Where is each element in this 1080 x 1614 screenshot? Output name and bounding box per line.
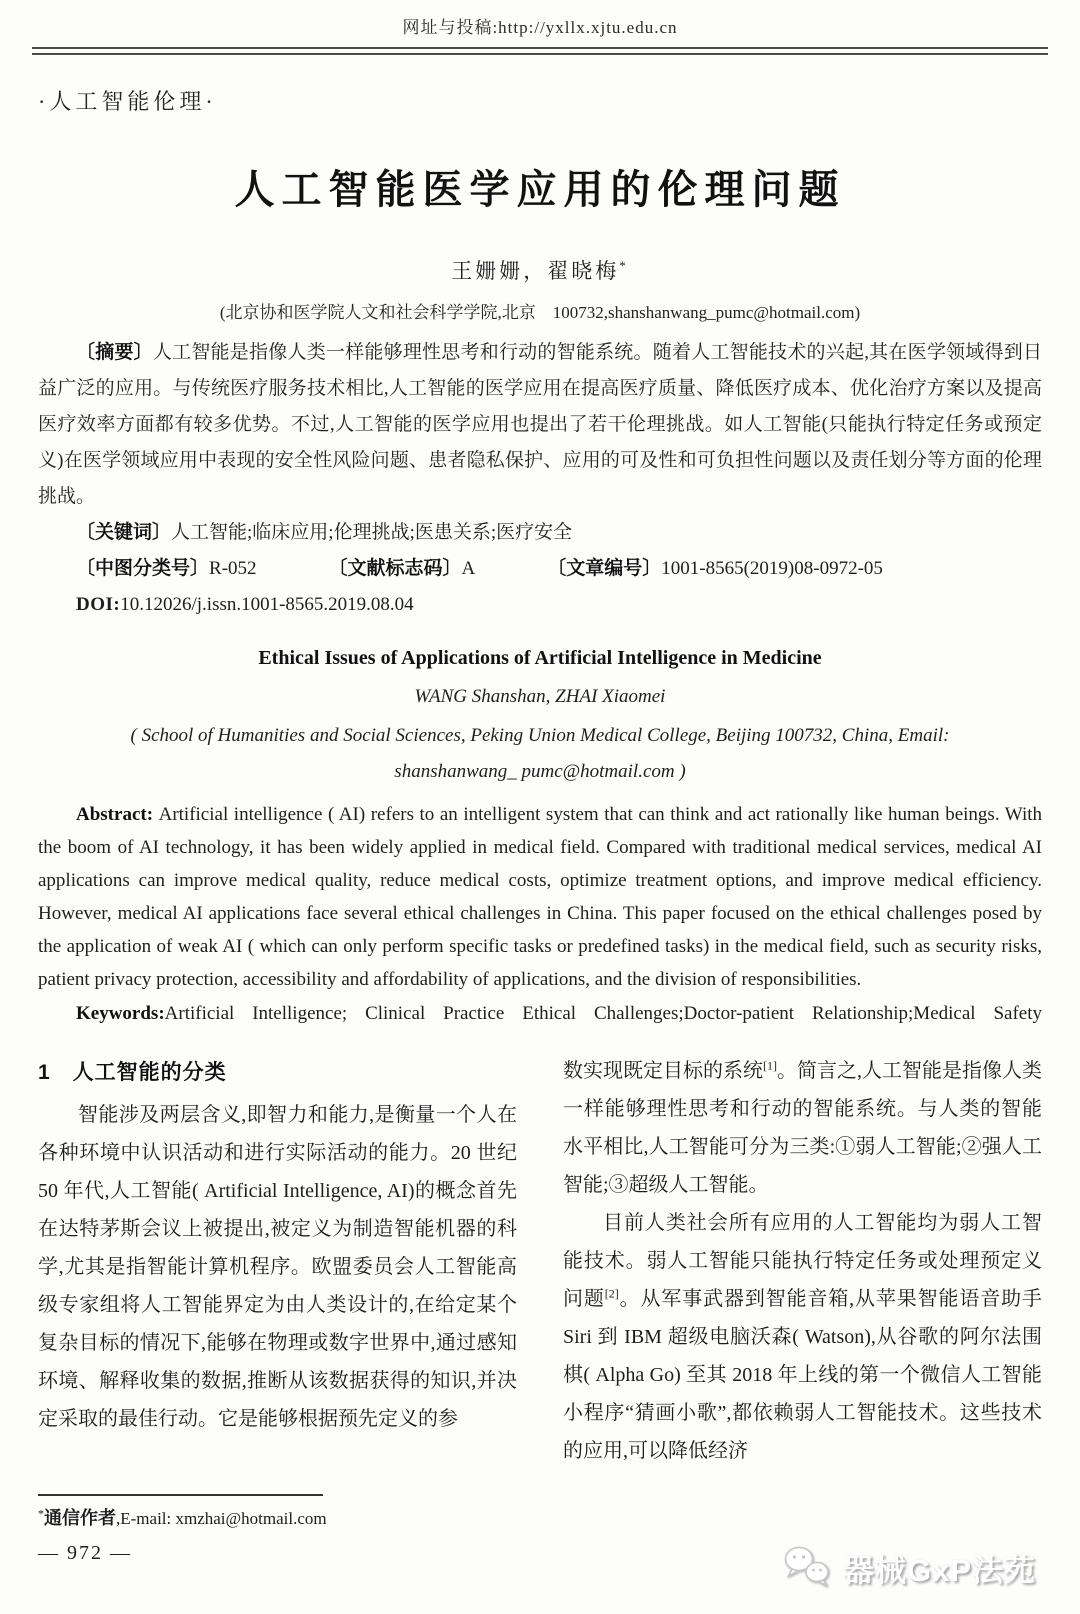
abstract-label-en: Abstract: [76,804,154,825]
article-title-en: Ethical Issues of Applications of Artificial Intelligence in Medicine [258,647,822,669]
classification-line [38,551,1042,587]
affiliation-en [38,718,1042,790]
keywords-en [38,998,1042,1030]
footnote-divider [38,1494,323,1496]
keywords-text-en: Artificial Intelligence; Clinical Practice Ethical Challenges;Doctor-patient Relationship;Medical Safety [164,1003,1042,1024]
reference-2-marker: [2] [604,1286,619,1301]
corresponding-author-mark: * [619,258,629,273]
watermark-text: 器械GxP法苑 [842,1552,1036,1588]
affiliation-cn: (北京协和医学院人文和社会科学学院,北京 100732,shanshanwang_pumc@hotmail.com) [219,303,861,322]
footnote-label: 通信作者 [44,1508,116,1528]
header-divider [32,47,1048,55]
footnote-email: ,E-mail: xmzhai@hotmail.com [116,1509,327,1528]
authors-cn [38,255,1042,285]
doi-label: DOI: [76,594,121,615]
right-paragraph-2: 目前人类社会所有应用的人工智能均为弱人工智能技术。弱人工智能只能执行特定任务或处理预定义问题[2]。从军事武器到智能音箱,从苹果智能语音助手 Siri 到 IBM 超级电脑沃森( Watson),从谷歌的阿尔法围棋( Alpha Go) 至其 2018 年上线的第一个微信人工智能小程序“猜画小歌”,都依赖弱人工智能技术。这些技术的应用,可以降低经济 [563,1212,1043,1462]
abstract-en [38,798,1042,996]
author-names: 王姗姗，翟晓梅 [451,259,620,283]
document-code: 〔文献标志码〕A [328,558,476,579]
right-column [563,1052,1042,1470]
keywords-text-cn: 人工智能;临床应用;伦理挑战;医患关系;医疗安全 [171,522,573,543]
wechat-icon [781,1544,835,1590]
clc-number: 〔中图分类号〕R-052 [76,558,257,579]
abstract-label-cn: 〔摘要〕 [76,342,153,363]
authors-en: WANG Shanshan, ZHAI Xiaomei [414,686,666,707]
keywords-label-en: Keywords: [76,1003,165,1024]
abstract-text-cn: 人工智能是指像人类一样能够理性思考和行动的智能系统。随着人工智能技术的兴起,其在医学领域得到日益广泛的应用。与传统医疗服务技术相比,人工智能的医学应用在提高医疗质量、降低医疗成本、优化治疗方案以及提高医疗效率方面都有较多优势。不过,人工智能的医学应用也提出了若干伦理挑战。如人工智能(只能执行特定任务或预定义)在医学领域应用中表现的安全性风险问题、患者隐私保护、应用的可及性和可负担性问题以及责任划分等方面的伦理挑战。 [38,342,1042,507]
affiliation-en-line2: shanshanwang_ pumc@hotmail.com ) [394,761,686,782]
journal-url: 网址与投稿:http://yxllx.xjtu.edu.cn [402,18,678,37]
page-number: — 972 — [38,1542,132,1564]
column-tag: ·人工智能伦理· [38,89,217,114]
two-column-body [38,1052,1042,1470]
keywords-cn [38,515,1042,551]
abstract-cn [38,335,1042,515]
watermark [781,1544,1036,1590]
right-paragraph-1: 数实现既定目标的系统[1]。简言之,人工智能是指像人类一样能够理性思考和行动的智能系统。与人类的智能水平相比,人工智能可分为三类:①弱人工智能;②强人工智能;③超级人工智能。 [563,1058,1042,1196]
doi-line [38,587,1042,623]
keywords-label-cn: 〔关键词〕 [76,522,172,543]
section-1-paragraph: 智能涉及两层含义,即智力和能力,是衡量一个人在各种环境中认识活动和进行实际活动的能力。20 世纪 50 年代,人工智能( Artificial Intelligence, AI)的概念首先在达特茅斯会议上被提出,被定义为制造智能机器的科学,尤其是指智能计算机程序。欧盟委员会人工智能高级专家组将人工智能界定为由人类设计的,在给定某个复杂目标的情况下,能够在物理或数字世界中,通过感知环境、解释收集的数据,推断从该数据获得的知识,并决定采取的最佳行动。它是能够根据预先定义的参 [38,1104,517,1430]
left-column [38,1052,517,1470]
section-1-heading: 1 人工智能的分类 [38,1061,227,1084]
doi-value: 10.12026/j.issn.1001-8565.2019.08.04 [120,594,414,615]
abstract-text-en: Artificial intelligence ( AI) refers to an intelligent system that can think and act rationally like human beings. With the boom of AI technology, it has been widely applied in medical field. Compared with traditional medical services, medical AI applications can improve medical quality, reduce medical costs, optimize treatment options, and improve medical efficiency. However, medical AI applications face several ethical challenges in China. This paper focused on the ethical challenges posed by the application of weak AI ( which can only perform specific tasks or predefined tasks) in the medical field, such as security risks, patient privacy protection, accessibility and affordability of applications, and the division of responsibilities. [38,804,1043,990]
affiliation-en-line1: ( School of Humanities and Social Sciences, Peking Union Medical College, Beijing 100732, China, Email: [130,725,950,746]
corresponding-author-footnote [38,1504,1042,1530]
reference-1-marker: [1] [763,1058,777,1073]
footnote-asterisk: * [38,1506,44,1521]
article-title-cn: 人工智能医学应用的伦理问题 [234,167,846,212]
article-id: 〔文章编号〕1001-8565(2019)08-0972-05 [547,558,883,579]
